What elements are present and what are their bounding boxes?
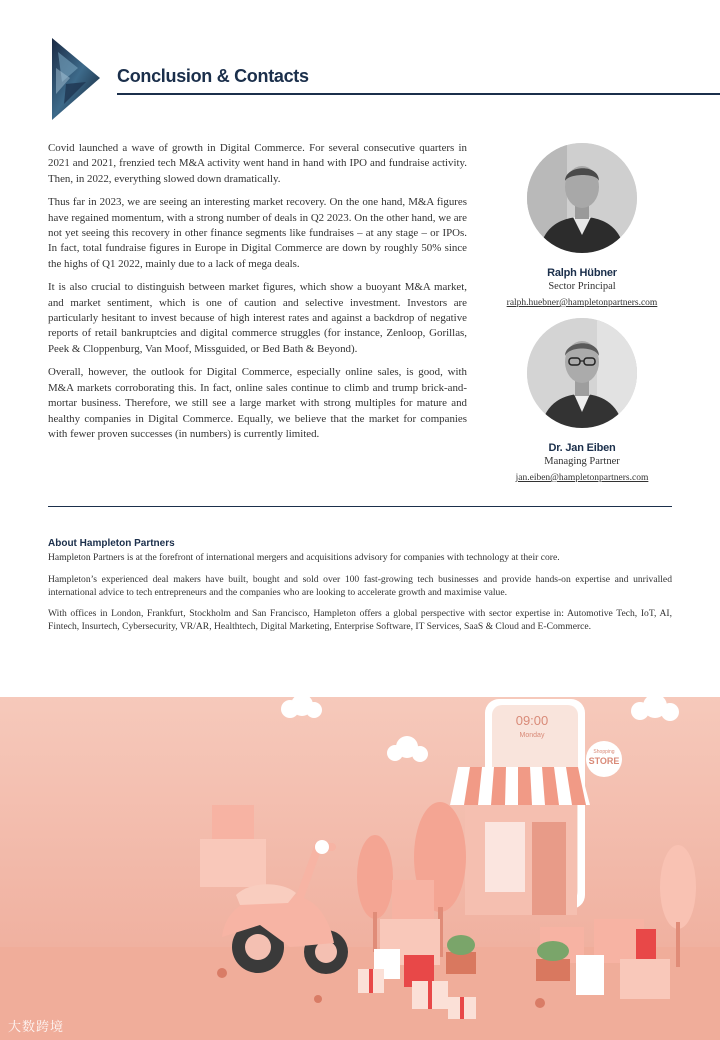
brand-logo-mark [52,38,100,120]
page-title: Conclusion & Contacts [117,66,309,86]
contact-email-link[interactable]: ralph.huebner@hampletonpartners.com [506,298,658,308]
contact-role: Sector Principal [548,281,616,292]
paragraph: It is also crucial to distinguish between market figures, which show a buoyant M&A market, and market sentiment, which is one of caution and selective investment. Investors are particularly hesitant to invest because of high interest rates and against a backdrop of negative reports of retail bankruptcies and digital commerce struggles (for instance, Zenloop, Gorillas, Peek & Cloppenburg, Van Moof, Missguided, or Bed Bath & Beyond). [48,281,467,355]
shopping-illustration [0,697,720,1040]
paragraph: Covid launched a wave of growth in Digital Commerce. For several consecutive quarters in 2021 and 2021, frenzied tech M&A activity went hand in hand with IPO and fundraise activity. Then, in 2022, everything slowed down dramatically. [48,142,467,185]
contact-role: Managing Partner [544,456,620,467]
about-paragraph: With offices in London, Frankfurt, Stockholm and San Francisco, Hampleton offers a global perspective with sector expertise in: Automotive Tech, IoT, AI, Fintech, Insurtech, Cybersecurity, VR/AR, Healthtech, Digital Marketing, Enterprise Software, IT Services, SaaS & Cloud and E-Commerce. [48,608,672,633]
conclusion-body [48,141,467,450]
contact-name: Ralph Hübner [547,267,617,279]
section-divider [48,506,672,507]
shopping-bag-icon [636,929,656,959]
contact-card-jan [487,318,677,485]
contact-photo-avatar [527,318,637,428]
about-paragraph: Hampleton’s experienced deal makers have built, bought and sold over 100 fast-growing tech businesses and provide hands-on expertise and unrivalled international advice to tech entrepreneurs and the companies who are looking to accelerate growth and maximise value. [48,573,672,598]
contact-name: Dr. Jan Eiben [548,442,616,454]
contact-card-ralph [487,143,677,310]
phone-time: 09:00 [515,713,549,728]
store-awning [450,767,590,805]
phone-day: Monday [519,732,545,739]
contact-photo-avatar [527,143,637,253]
about-title: About Hampleton Partners [48,538,175,549]
store-sign-top: Shopping [593,749,615,755]
about-paragraph: Hampleton Partners is at the forefront of international mergers and acquisitions advisory for companies with technology at their core. [48,552,560,564]
shopping-bag-icon [576,955,604,995]
about-section [48,537,672,642]
store-sign-main: STORE [588,756,620,766]
watermark: 大数跨境 [8,1020,65,1035]
paragraph: Thus far in 2023, we are seeing an interesting market recovery. On the one hand, M&A figures have regained momentum, with a strong number of deals in Q2 2023. On the other hand, we are not yet seeing this recovery in other finance segments like fundraises – at any stage – or IPOs. In fact, total fundraise figures in Europe in Digital Commerce are down by roughly 50% since the highs of Q1 2022, mainly due to a lack of mega deals. [48,196,467,270]
paragraph: Overall, however, the outlook for Digital Commerce, especially online sales, is good, with M&A markets corroborating this. In fact, online sales continue to climb and trump brick-and-mortar business. Therefore, we still see a large market with strong multiples for mature and healthy companies in Digital Commerce. Equally, we believe that the market for companies with fewer proven successes (in numbers) is currently limited. [48,366,467,440]
contact-email-link[interactable]: jan.eiben@hampletonpartners.com [515,473,649,483]
title-divider [117,93,720,95]
